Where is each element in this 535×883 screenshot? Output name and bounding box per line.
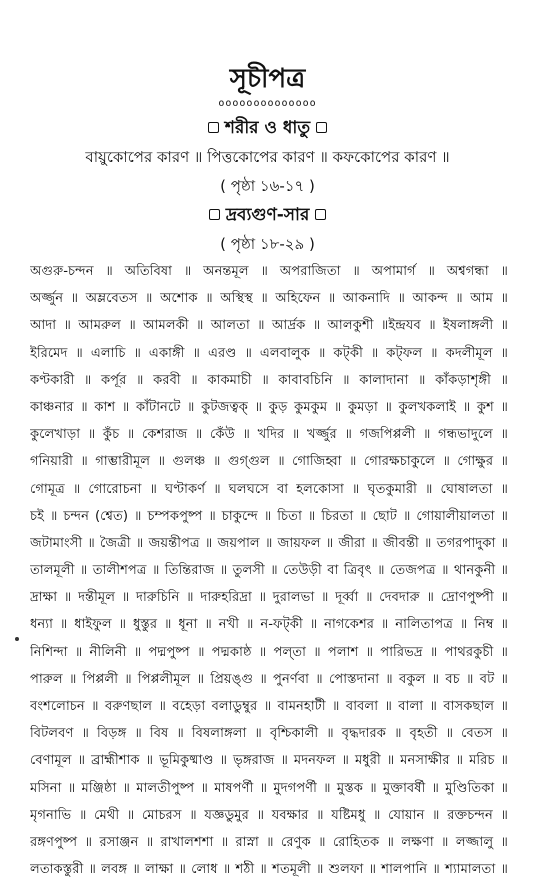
list-line: দ্রাক্ষা ॥ দন্তীমূল ॥ দারুচিনি ॥ দারুহরিদ্রা ॥ দুরালভা ॥ দূর্ব্বা ॥ দেবদারু ॥ দ্রোণপুষ্পী ॥ (30, 590, 508, 606)
list-line: বংশলোচন ॥ বরুণছাল ॥ বহেড়া বলাডুম্বুর ॥ বামনহাটী ॥ বাবলা ॥ বালা ॥ বাসকছাল ॥ (30, 699, 508, 714)
list-line: কণ্টকারী ॥ কর্পূর ॥ করবী ॥ কাকমাচী ॥ কাবাবচিনি ॥ কালাদানা ॥ কাঁকড়াশৃঙ্গী ॥ (30, 372, 508, 388)
section-heading-text: দ্রব্যগুণ-সার (225, 205, 310, 225)
list-line: মৃগনাভি ॥ মেথী ॥ মোচরস ॥ যজ্ঞডুমুর ॥ যবক্ষার ॥ যষ্টিমধু ॥ যোয়ান ॥ রক্তচন্দন ॥ (30, 807, 508, 823)
section1-page-range: ( পৃষ্ঠা ১৬-১৭ ) (220, 177, 315, 195)
list-line: জটামাংসী ॥ জৈত্রী ॥ জয়ন্তীপত্র ॥ জয়পাল ॥ জায়ফল ॥ জীরা ॥ জীবন্তী ॥ তগরপাদুকা ॥ (30, 535, 508, 551)
checkbox-square-icon (209, 209, 220, 220)
herb-list (30, 258, 508, 883)
list-line: গনিয়ারী ॥ গাম্ভারীমূল ॥ গুলঞ্চ ॥ গুগ্গুল ॥ গোজিহ্বা ॥ গোরক্ষচাকুলে ॥ গোক্ষুর ॥ (30, 454, 508, 470)
title-ornament: oooooooooooooo (218, 98, 317, 109)
list-line: লতাকস্তুরী ॥ লবঙ্গ ॥ লাক্ষা ॥ লোধ ॥ শঠী ॥ শতমূলী ॥ শুলফা ॥ শালপানি ॥ শ্যামালতা ॥ (30, 862, 508, 878)
list-line: কুলেখাড়া ॥ কুঁচ ॥ কেশরাজ ॥ কেঁউ ॥ খদির ॥ খর্জ্জুর ॥ গজপিপ্পলী ॥ গন্ধভাদুলে ॥ (30, 427, 508, 443)
list-line: কাঞ্চনার ॥ কাশ ॥ কাঁটানটে ॥ কুটজত্বক্ ॥ কুড় কুমকুম ॥ কুমড়া ॥ কুলখকলাই ॥ কুশ ॥ (30, 399, 508, 415)
list-line: নিশিন্দা ॥ নীলিনী ॥ পদ্মপুষ্প ॥ পদ্মকাষ্ঠ ॥ পল্‌তা ॥ পলাশ ॥ পারিভদ্র ॥ পাথরকুচী ॥ (30, 644, 508, 660)
list-line: মসিনা ॥ মঞ্জিষ্ঠা ॥ মালতীপুষ্প ॥ মাষপর্ণী ॥ মুদগপর্ণী ॥ মুস্তক ॥ মুক্তাবর্ষী ॥ মুণ্ডিতিকা ॥ (30, 780, 508, 796)
list-line: অগুরু-চন্দন ॥ অতিবিষা ॥ অনন্তমূল ॥ অপরাজিতা ॥ অপামার্গ ॥ অশ্বগন্ধা ॥ (30, 264, 508, 279)
section2-page-range: ( পৃষ্ঠা ১৮-২৯ ) (220, 235, 315, 253)
page-title: সূচীপত্র (229, 64, 306, 94)
checkbox-square-icon (316, 122, 327, 133)
margin-dot (15, 637, 19, 641)
list-line: গোমূত্র ॥ গোরোচনা ॥ ঘণ্টাকর্ণ ॥ ঘলঘসে বা হলকোসা ॥ ঘৃতকুমারী ॥ ঘোষালতা ॥ (30, 481, 508, 497)
section-heading-text: শরীর ও ধাতু (224, 118, 311, 138)
list-line: পারুল ॥ পিপ্পলী ॥ পিপ্পলীমূল ॥ প্রিয়ঙ্গু ॥ পুনর্ণবা ॥ পোস্তদানা ॥ বকুল ॥ বচ ॥ বট ॥ (30, 671, 508, 687)
list-line: ধন্যা ॥ ধাইফুল ॥ ধুস্তুর ॥ ধূনা ॥ নখী ॥ ন-ফট্‌কী ॥ নাগকেশর ॥ নালিতাপত্র ॥ নিম্ব ॥ (30, 617, 508, 633)
list-line: আদা ॥ আমরুল ॥ আমলকী ॥ আলতা ॥ আর্দ্রক ॥ আলকুশী ॥ইন্দ্রযব ॥ ইষলাঙ্গলী ॥ (30, 318, 508, 334)
section-heading-body-and-dhatu (0, 116, 535, 140)
checkbox-square-icon (208, 122, 219, 133)
section1-topics: বায়ুকোপের কারণ ॥ পিত্তকোপের কারণ ॥ কফকোপের কারণ ॥ (85, 148, 450, 166)
list-line: চই ॥ চন্দন (শ্বেত) ॥ চম্পকপুষ্প ॥ চাকুন্দে ॥ চিতা ॥ চিরতা ॥ ছোট ॥ গোয়ালীয়ালতা ॥ (30, 508, 508, 524)
list-line: অর্জ্জুন ॥ অম্লবেতস ॥ অশোক ॥ অস্থিস্থ ॥ অহিফেন ॥ আকনাদি ॥ আকন্দ ॥ আম ॥ (30, 291, 508, 307)
list-line: বিটলবণ ॥ বিড়ঙ্গ ॥ বিষ ॥ বিষলাঙ্গলা ॥ বৃশ্চিকালী ॥ বৃদ্ধদারক ॥ বৃহতী ॥ বেতস ॥ (30, 726, 508, 742)
list-line: ইরিমেদ ॥ এলাচি ॥ একাঙ্গী ॥ এরণ্ড ॥ এলবালুক ॥ কট্‌কী ॥ কট্‌ফল ॥ কদলীমূল ॥ (30, 345, 508, 361)
list-line: রঙ্গণপুষ্প ॥ রসাঞ্জন ॥ রাখালশশা ॥ রাস্না ॥ রেণুক ॥ রোহিতক ॥ লক্ষণা ॥ লজ্জালু ॥ (30, 834, 508, 850)
list-line: বেণামূল ॥ ব্রাহ্মীশাক ॥ ভূমিকুষ্মাণ্ড ॥ ভৃঙ্গরাজ ॥ মদনফল ॥ মধুরী ॥ মনসাক্ষীর ॥ মরিচ ॥ (30, 753, 508, 769)
section-heading-dravyaguna (0, 203, 535, 227)
checkbox-square-icon (315, 209, 326, 220)
list-line: তালমূলী ॥ তালীশপত্র ॥ তিন্তিরাজ ॥ তুলসী ॥ তেউড়ী বা ত্রিবৃৎ ॥ তেজপত্র ॥ থানকুনী ॥ (30, 563, 508, 579)
